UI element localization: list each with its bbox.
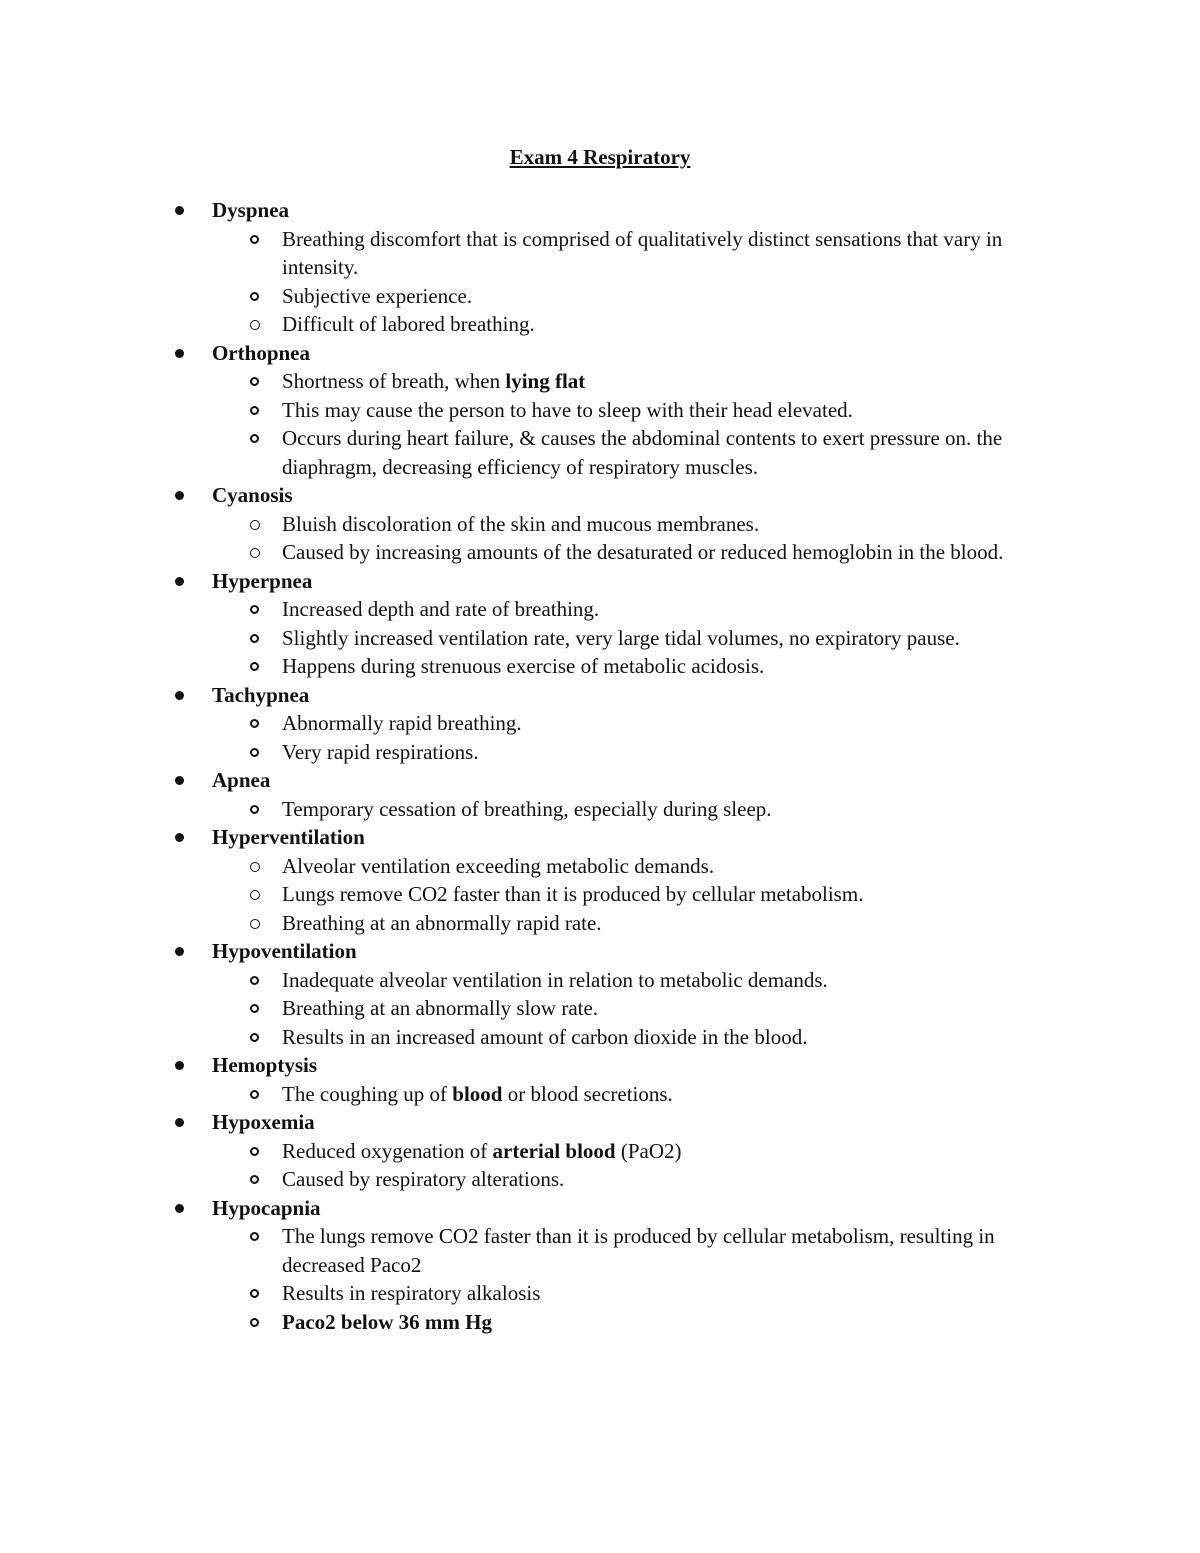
sub-point (0, 624, 1200, 653)
text-segment: arterial blood (492, 1138, 616, 1163)
hollow-bullet-icon (250, 805, 259, 814)
term-list (0, 196, 1200, 1336)
bullet-dot-icon (175, 833, 184, 842)
bullet-dot-icon (175, 349, 184, 358)
text-segment: Bluish discoloration of the skin and mucous membranes. (282, 511, 760, 536)
sub-point (0, 880, 1200, 909)
sub-point-text (282, 795, 1072, 824)
sub-point-text (282, 424, 1072, 481)
term-label: Hypocapnia (212, 1195, 321, 1220)
sub-point (0, 367, 1200, 396)
text-segment: Slightly increased ventilation rate, very large tidal volumes, no expiratory pause. (282, 625, 960, 650)
text-segment: Lungs remove CO2 faster than it is produced by cellular metabolism. (282, 882, 864, 906)
sub-point (0, 424, 1200, 481)
term-label: Hemoptysis (212, 1053, 317, 1077)
sub-point (0, 538, 1200, 567)
term-item (0, 937, 1200, 966)
sub-point (0, 1222, 1200, 1279)
term-label: Hyperventilation (212, 825, 365, 849)
hollow-bullet-icon (250, 1004, 259, 1013)
term-label: Tachypnea (212, 682, 310, 707)
text-segment: This may cause the person to have to sleep with their head elevated. (282, 397, 853, 422)
hollow-bullet-icon (250, 1232, 259, 1241)
sub-point-text (282, 225, 1072, 282)
bullet-dot-icon (175, 947, 184, 956)
term-label: Orthopnea (212, 340, 311, 365)
term-item (0, 481, 1200, 510)
sub-point (0, 909, 1200, 938)
sub-point-text (282, 880, 1072, 909)
bullet-dot-icon (175, 491, 184, 500)
text-segment: (PaO2) (615, 1138, 682, 1163)
sub-point-text (282, 852, 1072, 881)
hollow-bullet-icon (250, 719, 259, 728)
sub-point (0, 994, 1200, 1023)
sub-point (0, 510, 1200, 539)
text-segment: Alveolar ventilation exceeding metabolic demands. (282, 853, 715, 878)
hollow-bullet-icon (250, 520, 260, 530)
hollow-bullet-icon (250, 292, 259, 301)
text-segment: Caused by increasing amounts of the desaturated or reduced hemoglobin in the blood. (282, 540, 1004, 564)
hollow-bullet-icon (250, 1289, 259, 1298)
sub-point-text (282, 652, 1072, 681)
bullet-dot-icon (175, 691, 184, 700)
sub-point (0, 396, 1200, 425)
bullet-dot-icon (175, 1118, 184, 1127)
text-segment: lying flat (505, 369, 586, 393)
bullet-dot-icon (175, 1061, 184, 1070)
hollow-bullet-icon (250, 406, 259, 415)
sub-point (0, 795, 1200, 824)
hollow-bullet-icon (250, 890, 260, 900)
sub-point (0, 1137, 1200, 1166)
sub-point (0, 595, 1200, 624)
term-label: Dyspnea (212, 198, 290, 222)
hollow-bullet-icon (250, 662, 259, 671)
sub-point-text (282, 1165, 1072, 1194)
sub-point-text (282, 624, 1072, 653)
text-segment: Breathing discomfort that is comprised of qualitatively distinct sensations that vary in intensity. (282, 226, 1003, 279)
sub-point (0, 966, 1200, 995)
term-item (0, 766, 1200, 795)
sub-point (0, 652, 1200, 681)
term-label: Hyperpnea (212, 568, 313, 593)
text-segment: Results in an increased amount of carbon dioxide in the blood. (282, 1024, 808, 1049)
term-label: Apnea (212, 768, 271, 792)
text-segment: Abnormally rapid breathing. (282, 711, 522, 735)
term-item (0, 681, 1200, 710)
hollow-bullet-icon (250, 377, 259, 386)
text-segment: Difficult of labored breathing. (282, 312, 535, 336)
hollow-bullet-icon (250, 605, 259, 614)
sub-point (0, 852, 1200, 881)
sub-point-text (282, 595, 1072, 624)
term-label: Cyanosis (212, 483, 293, 507)
page-title: Exam 4 Respiratory (509, 145, 691, 169)
text-segment: Breathing at an abnormally slow rate. (282, 996, 599, 1020)
text-segment: The coughing up of (282, 1081, 453, 1106)
bullet-dot-icon (175, 577, 184, 586)
hollow-bullet-icon (250, 1175, 259, 1184)
hollow-bullet-icon (250, 548, 260, 558)
bullet-dot-icon (175, 776, 184, 785)
text-segment: Subjective experience. (282, 283, 473, 308)
sub-point-text (282, 738, 1072, 767)
hollow-bullet-icon (250, 1090, 259, 1099)
sub-point-text (282, 709, 1072, 738)
sub-point-text (282, 510, 1072, 539)
text-segment: Temporary cessation of breathing, especially during sleep. (282, 796, 772, 821)
sub-point (0, 1165, 1200, 1194)
sub-point-text (282, 282, 1072, 311)
hollow-bullet-icon (250, 1147, 259, 1156)
sub-point-text (282, 1080, 1072, 1109)
sub-point-text (282, 538, 1072, 567)
term-label: Hypoxemia (212, 1110, 315, 1134)
text-segment: blood (452, 1081, 503, 1106)
sub-point (0, 225, 1200, 282)
sub-point-text (282, 994, 1072, 1023)
text-segment: Reduced oxygenation of (282, 1138, 493, 1163)
sub-point (0, 709, 1200, 738)
text-segment: Paco2 below 36 mm Hg (282, 1309, 492, 1334)
text-segment: Occurs during heart failure, & causes the abdominal contents to exert pressure on. the diaphragm, decreasing efficiency of respiratory muscles. (282, 426, 1003, 479)
hollow-bullet-icon (250, 434, 259, 443)
sub-point (0, 310, 1200, 339)
sub-point-text (282, 310, 1072, 339)
text-segment: Happens during strenuous exercise of metabolic acidosis. (282, 654, 765, 678)
hollow-bullet-icon (250, 235, 259, 244)
sub-point (0, 282, 1200, 311)
term-item (0, 1108, 1200, 1137)
sub-point (0, 1279, 1200, 1308)
sub-point-text (282, 396, 1072, 425)
sub-point-text (282, 1023, 1072, 1052)
sub-point (0, 1080, 1200, 1109)
sub-point (0, 1308, 1200, 1337)
term-item (0, 1051, 1200, 1080)
hollow-bullet-icon (250, 748, 259, 757)
term-item (0, 1194, 1200, 1223)
text-segment: The lungs remove CO2 faster than it is produced by cellular metabolism, resulting in decreased Paco2 (282, 1224, 995, 1277)
text-segment: Results in respiratory alkalosis (282, 1281, 541, 1305)
hollow-bullet-icon (250, 919, 260, 929)
sub-point-text (282, 966, 1072, 995)
bullet-dot-icon (175, 1204, 184, 1213)
sub-point-text (282, 909, 1072, 938)
hollow-bullet-icon (250, 862, 260, 872)
term-item (0, 567, 1200, 596)
text-segment: Increased depth and rate of breathing. (282, 597, 600, 621)
term-item (0, 196, 1200, 225)
text-segment: Shortness of breath, when (282, 369, 506, 393)
bullet-dot-icon (175, 206, 184, 215)
text-segment: Very rapid respirations. (282, 739, 479, 764)
sub-point-text (282, 1279, 1072, 1308)
sub-point-text (282, 367, 1072, 396)
term-label: Hypoventilation (212, 939, 357, 963)
hollow-bullet-icon (250, 1033, 259, 1042)
hollow-bullet-icon (250, 976, 259, 985)
sub-point-text (282, 1137, 1072, 1166)
hollow-bullet-icon (250, 1318, 259, 1327)
text-segment: Inadequate alveolar ventilation in relation to metabolic demands. (282, 967, 828, 992)
sub-point (0, 738, 1200, 767)
sub-point (0, 1023, 1200, 1052)
hollow-bullet-icon (250, 634, 259, 643)
term-item (0, 823, 1200, 852)
term-item (0, 339, 1200, 368)
hollow-bullet-icon (250, 320, 260, 330)
text-segment: or blood secretions. (502, 1081, 673, 1106)
sub-point-text (282, 1308, 1072, 1337)
text-segment: Breathing at an abnormally rapid rate. (282, 910, 602, 935)
text-segment: Caused by respiratory alterations. (282, 1167, 565, 1191)
sub-point-text (282, 1222, 1072, 1279)
